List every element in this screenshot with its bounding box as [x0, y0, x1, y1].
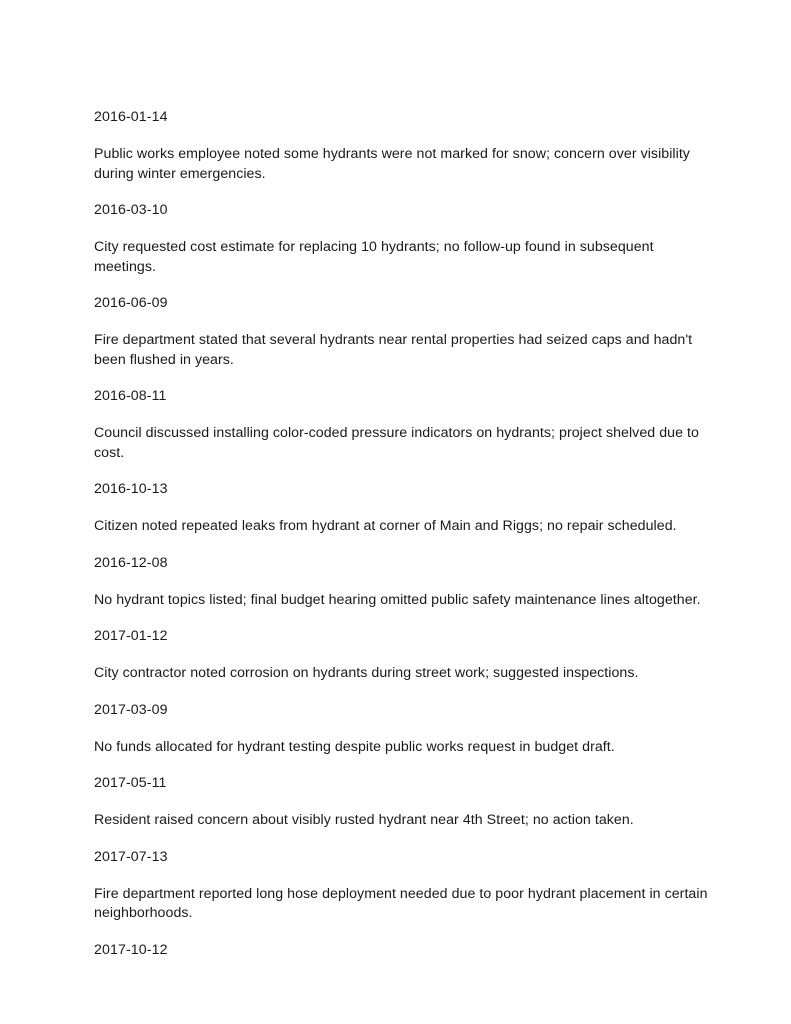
entry-date: 2017-07-13 — [94, 848, 168, 865]
entry-date: 2016-08-11 — [94, 388, 167, 404]
entry-note: No hydrant topics listed; final budget hearing omitted public safety maintenance lines altogether. — [94, 591, 701, 608]
entry-note: Fire department reported long hose deployment needed due to poor hydrant placement in certain neighborhoods. — [94, 885, 708, 921]
list-item — [94, 554, 714, 611]
entry-date: 2016-06-09 — [94, 295, 168, 311]
list-item — [94, 627, 714, 684]
entry-note: City requested cost estimate for replacing 10 hydrants; no follow-up found in subsequent meetings. — [94, 239, 654, 275]
list-item — [94, 701, 714, 758]
list-item — [94, 480, 714, 537]
list-item — [94, 294, 714, 370]
entry-note: No funds allocated for hydrant testing despite public works request in budget draft. — [94, 738, 615, 755]
list-item — [94, 108, 714, 184]
entry-list — [94, 108, 714, 978]
entry-date: 2016-03-10 — [94, 202, 168, 218]
entry-note: Council discussed installing color-coded pressure indicators on hydrants; project shelved due to cost. — [94, 425, 699, 461]
list-item — [94, 201, 714, 277]
entry-note: City contractor noted corrosion on hydrants during street work; suggested inspections. — [94, 665, 639, 681]
entry-date: 2017-05-11 — [94, 775, 167, 791]
entry-note: Citizen noted repeated leaks from hydrant at corner of Main and Riggs; no repair scheduled. — [94, 518, 677, 534]
entry-date: 2017-03-09 — [94, 701, 168, 718]
list-item — [94, 848, 714, 924]
list-item — [94, 387, 714, 463]
entry-date: 2017-01-12 — [94, 628, 168, 644]
entry-date: 2016-12-08 — [94, 554, 168, 571]
entry-note: Fire department stated that several hydrants near rental properties had seized caps and hadn't been flushed in years. — [94, 332, 693, 368]
entry-date: 2017-10-12 — [94, 941, 168, 958]
entry-date: 2016-10-13 — [94, 481, 168, 497]
entry-note: Resident raised concern about visibly rusted hydrant near 4th Street; no action taken. — [94, 812, 634, 828]
list-item — [94, 774, 714, 831]
list-item — [94, 941, 714, 959]
entry-note: Public works employee noted some hydrants were not marked for snow; concern over visibility during winter emergencies. — [94, 146, 690, 182]
entry-date: 2016-01-14 — [94, 109, 168, 125]
